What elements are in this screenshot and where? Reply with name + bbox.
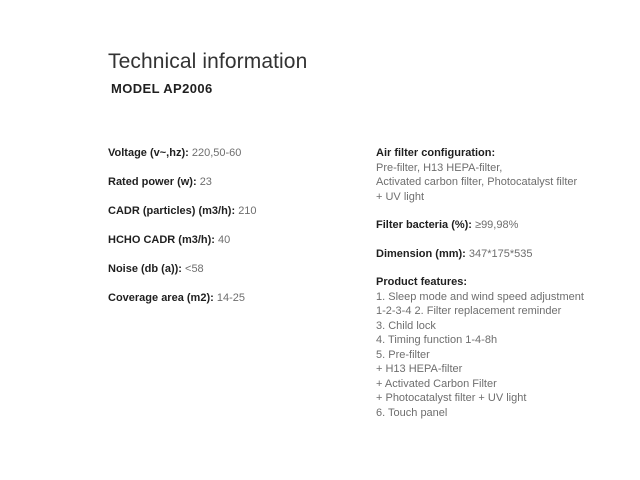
spec-label: Dimension (mm): <box>376 247 466 260</box>
spec-dimension <box>376 247 626 262</box>
feature-line: + Photocatalyst filter + UV light <box>376 392 527 404</box>
right-spec-column <box>376 146 626 434</box>
spec-label: HCHO CADR (m3/h): <box>108 234 215 246</box>
spec-value: ≥99,98% <box>475 219 519 231</box>
spec-label: Voltage (v~,hz): <box>108 147 189 159</box>
feature-line: 1-2-3-4 2. Filter replacement reminder <box>376 305 562 317</box>
spec-value: 210 <box>238 205 257 217</box>
spec-voltage <box>108 146 348 161</box>
spec-coverage-area <box>108 291 348 306</box>
spec-hcho-cadr <box>108 233 348 248</box>
spec-label: Noise (db (a)): <box>108 263 182 275</box>
spec-label: Product features: <box>376 276 468 288</box>
feature-line: + H13 HEPA-filter <box>376 363 463 375</box>
spec-value: 220,50-60 <box>191 147 242 159</box>
feature-line: 4. Timing function 1-4-8h <box>376 334 498 346</box>
spec-line: Activated carbon filter, Photocatalyst filter <box>376 176 578 188</box>
spec-cadr-particles <box>108 204 348 219</box>
spec-value: <58 <box>185 263 204 275</box>
spec-filter-bacteria <box>376 218 626 233</box>
spec-value: 347*175*535 <box>468 247 533 260</box>
spec-line: Pre-filter, H13 HEPA-filter, <box>376 161 503 174</box>
spec-line: + UV light <box>376 190 424 203</box>
left-spec-column <box>108 146 348 320</box>
feature-line: 5. Pre-filter <box>376 348 430 361</box>
spec-label: CADR (particles) (m3/h): <box>108 205 236 217</box>
model-name: MODEL AP2006 <box>111 81 213 96</box>
feature-line: 1. Sleep mode and wind speed adjustment <box>376 290 584 303</box>
spec-product-features <box>376 275 626 420</box>
spec-value: 23 <box>199 176 212 188</box>
page-title: Technical information <box>108 50 308 73</box>
spec-noise <box>108 262 348 277</box>
spec-label: Rated power (w): <box>108 176 197 188</box>
spec-label: Coverage area (m2): <box>108 292 214 304</box>
feature-line: 3. Child lock <box>376 319 436 332</box>
spec-air-filter-configuration <box>376 146 626 204</box>
spec-label: Filter bacteria (%): <box>376 219 472 231</box>
spec-value: 40 <box>218 234 231 246</box>
feature-line: + Activated Carbon Filter <box>376 377 497 390</box>
spec-value: 14-25 <box>216 292 245 304</box>
spec-rated-power <box>108 175 348 190</box>
spec-label: Air filter configuration: <box>376 147 496 159</box>
feature-line: 6. Touch panel <box>376 406 448 419</box>
